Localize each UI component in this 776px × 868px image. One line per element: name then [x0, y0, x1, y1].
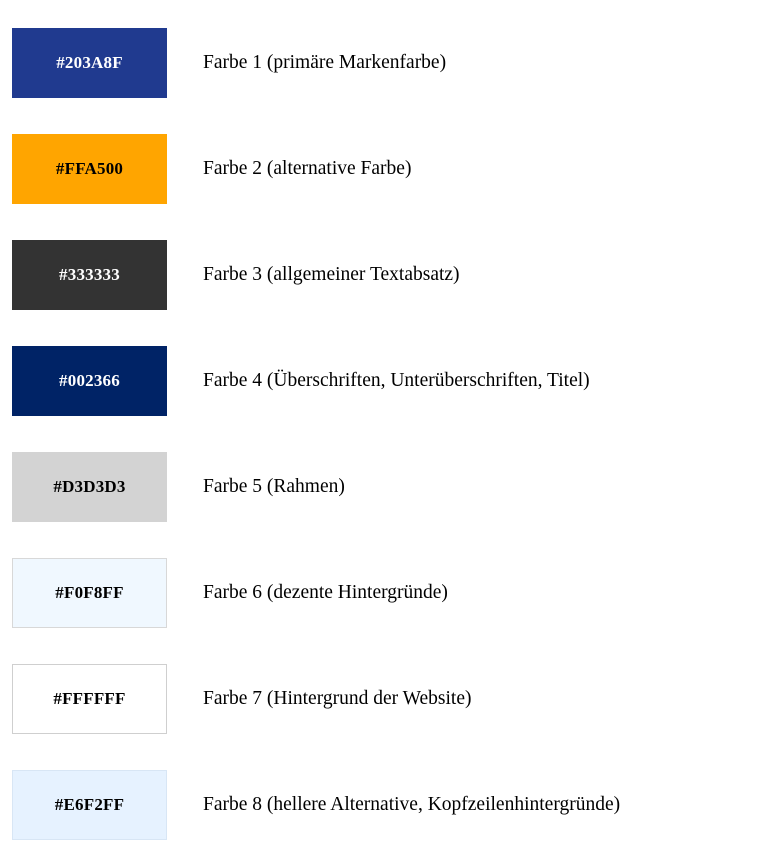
color-hex-code: #FFFFFF: [53, 689, 126, 708]
color-swatch: [12, 452, 167, 522]
color-description: Farbe 1 (primäre Markenfarbe): [203, 52, 447, 74]
color-swatch: [12, 770, 167, 840]
color-row: [0, 10, 776, 116]
color-description: Farbe 5 (Rahmen): [203, 476, 345, 498]
color-row: [0, 752, 776, 858]
color-swatch: [12, 240, 167, 310]
color-swatch: [12, 558, 167, 628]
color-description: Farbe 4 (Überschriften, Unterüberschriften, Titel): [203, 370, 590, 392]
color-row: [0, 434, 776, 540]
color-hex-code: #FFA500: [55, 159, 124, 178]
color-hex-code: #D3D3D3: [53, 477, 126, 496]
color-swatch: [12, 28, 167, 98]
color-swatch: [12, 134, 167, 204]
color-row: [0, 116, 776, 222]
color-hex-code: #333333: [59, 265, 120, 284]
color-hex-code: #F0F8FF: [55, 583, 124, 602]
color-row: [0, 328, 776, 434]
color-row: [0, 646, 776, 752]
color-row: [0, 540, 776, 646]
color-swatch: [12, 664, 167, 734]
color-hex-code: #E6F2FF: [54, 795, 125, 814]
color-hex-code: #203A8F: [56, 53, 123, 72]
color-description: Farbe 6 (dezente Hintergründe): [203, 582, 448, 604]
color-row: [0, 222, 776, 328]
color-description: Farbe 3 (allgemeiner Textabsatz): [203, 264, 460, 286]
color-description: Farbe 8 (hellere Alternative, Kopfzeilenhintergründe): [203, 794, 621, 816]
color-description: Farbe 7 (Hintergrund der Website): [203, 688, 472, 710]
color-hex-code: #002366: [59, 371, 120, 390]
color-description: Farbe 2 (alternative Farbe): [203, 158, 412, 180]
color-swatch: [12, 346, 167, 416]
